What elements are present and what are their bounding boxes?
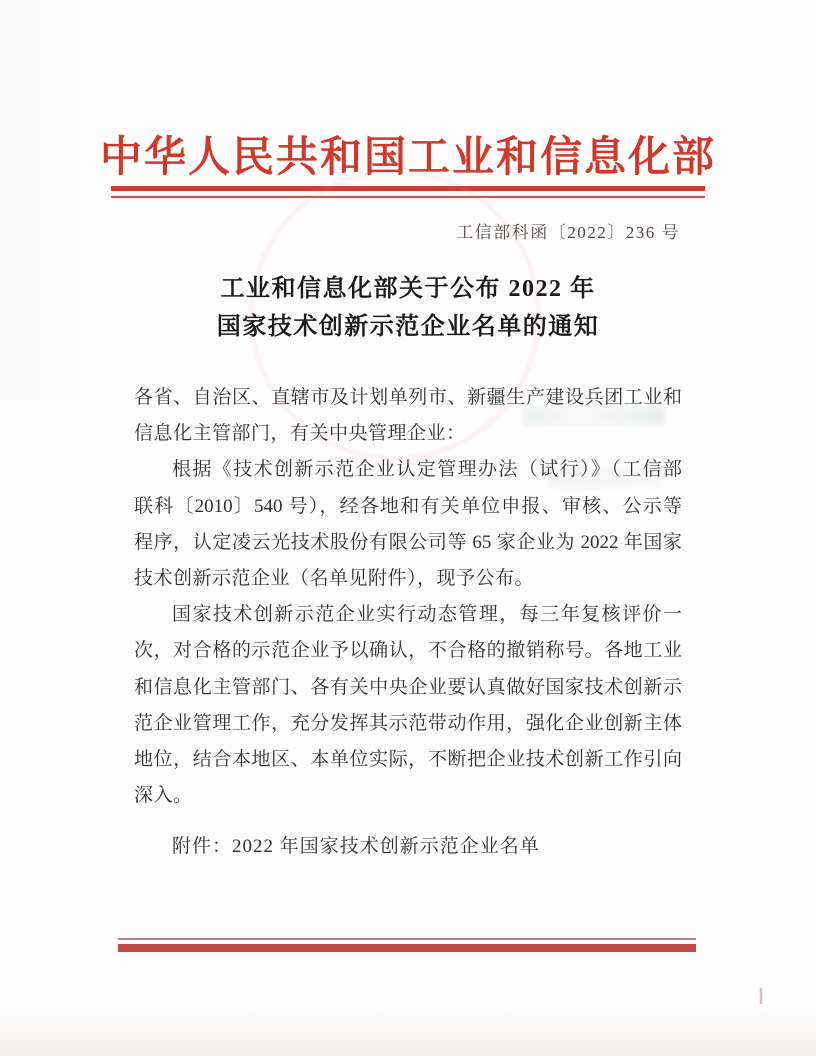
body-text-line: 各省、自治区、直辖市及计划单列市、新疆生产建设兵团工业和 xyxy=(134,387,682,408)
body-text-line: 深入。 xyxy=(134,785,193,807)
document-title xyxy=(0,270,816,346)
body-text-line: 技术创新示范企业（名单见附件），现予公布。 xyxy=(134,568,535,590)
footer-divider-thin xyxy=(118,938,696,940)
document-title-line2: 国家技术创新示范企业名单的通知 xyxy=(216,314,600,340)
body-text-line: 信息化主管部门，有关中央管理企业： xyxy=(134,423,466,445)
body-text-line: 根据《技术创新示范企业认定管理办法（试行）》（工信部 xyxy=(172,459,682,481)
footer-divider-band xyxy=(118,944,696,952)
body-text-line: 地位，结合本地区、本单位实际，不断把企业技术创新工作引向 xyxy=(134,749,682,771)
document-number: 工信部科函〔2022〕236 号 xyxy=(456,223,680,242)
scan-bottom-shadow xyxy=(0,1004,816,1056)
header-divider-thick xyxy=(111,186,705,191)
header-divider-thin xyxy=(111,196,705,198)
letterhead-org-name: 中华人民共和国工业和信息化部 xyxy=(99,135,716,181)
body-text-line: 国家技术创新示范企业实行动态管理，每三年复核评价一 xyxy=(172,604,682,626)
document-title-line1: 工业和信息化部关于公布 2022 年 xyxy=(220,276,596,302)
body-text-line: 次，对合格的示范企业予以确认，不合格的撤销称号。各地工业 xyxy=(134,640,682,662)
body-text-line: 和信息化主管部门、各有关中央企业要认真做好国家技术创新示 xyxy=(134,676,682,698)
body-text-line: 联科〔2010〕540 号），经各地和有关单位申报、审核、公示等 xyxy=(134,495,682,517)
body-text-line: 范企业管理工作，充分发挥其示范带动作用，强化企业创新主体 xyxy=(134,712,682,734)
document-body xyxy=(134,380,682,814)
attachment-line: 附件：2022 年国家技术创新示范企业名单 xyxy=(172,836,540,857)
body-text-line: 程序，认定凌云光技术股份有限公司等 65 家企业为 2022 年国家 xyxy=(134,531,682,553)
